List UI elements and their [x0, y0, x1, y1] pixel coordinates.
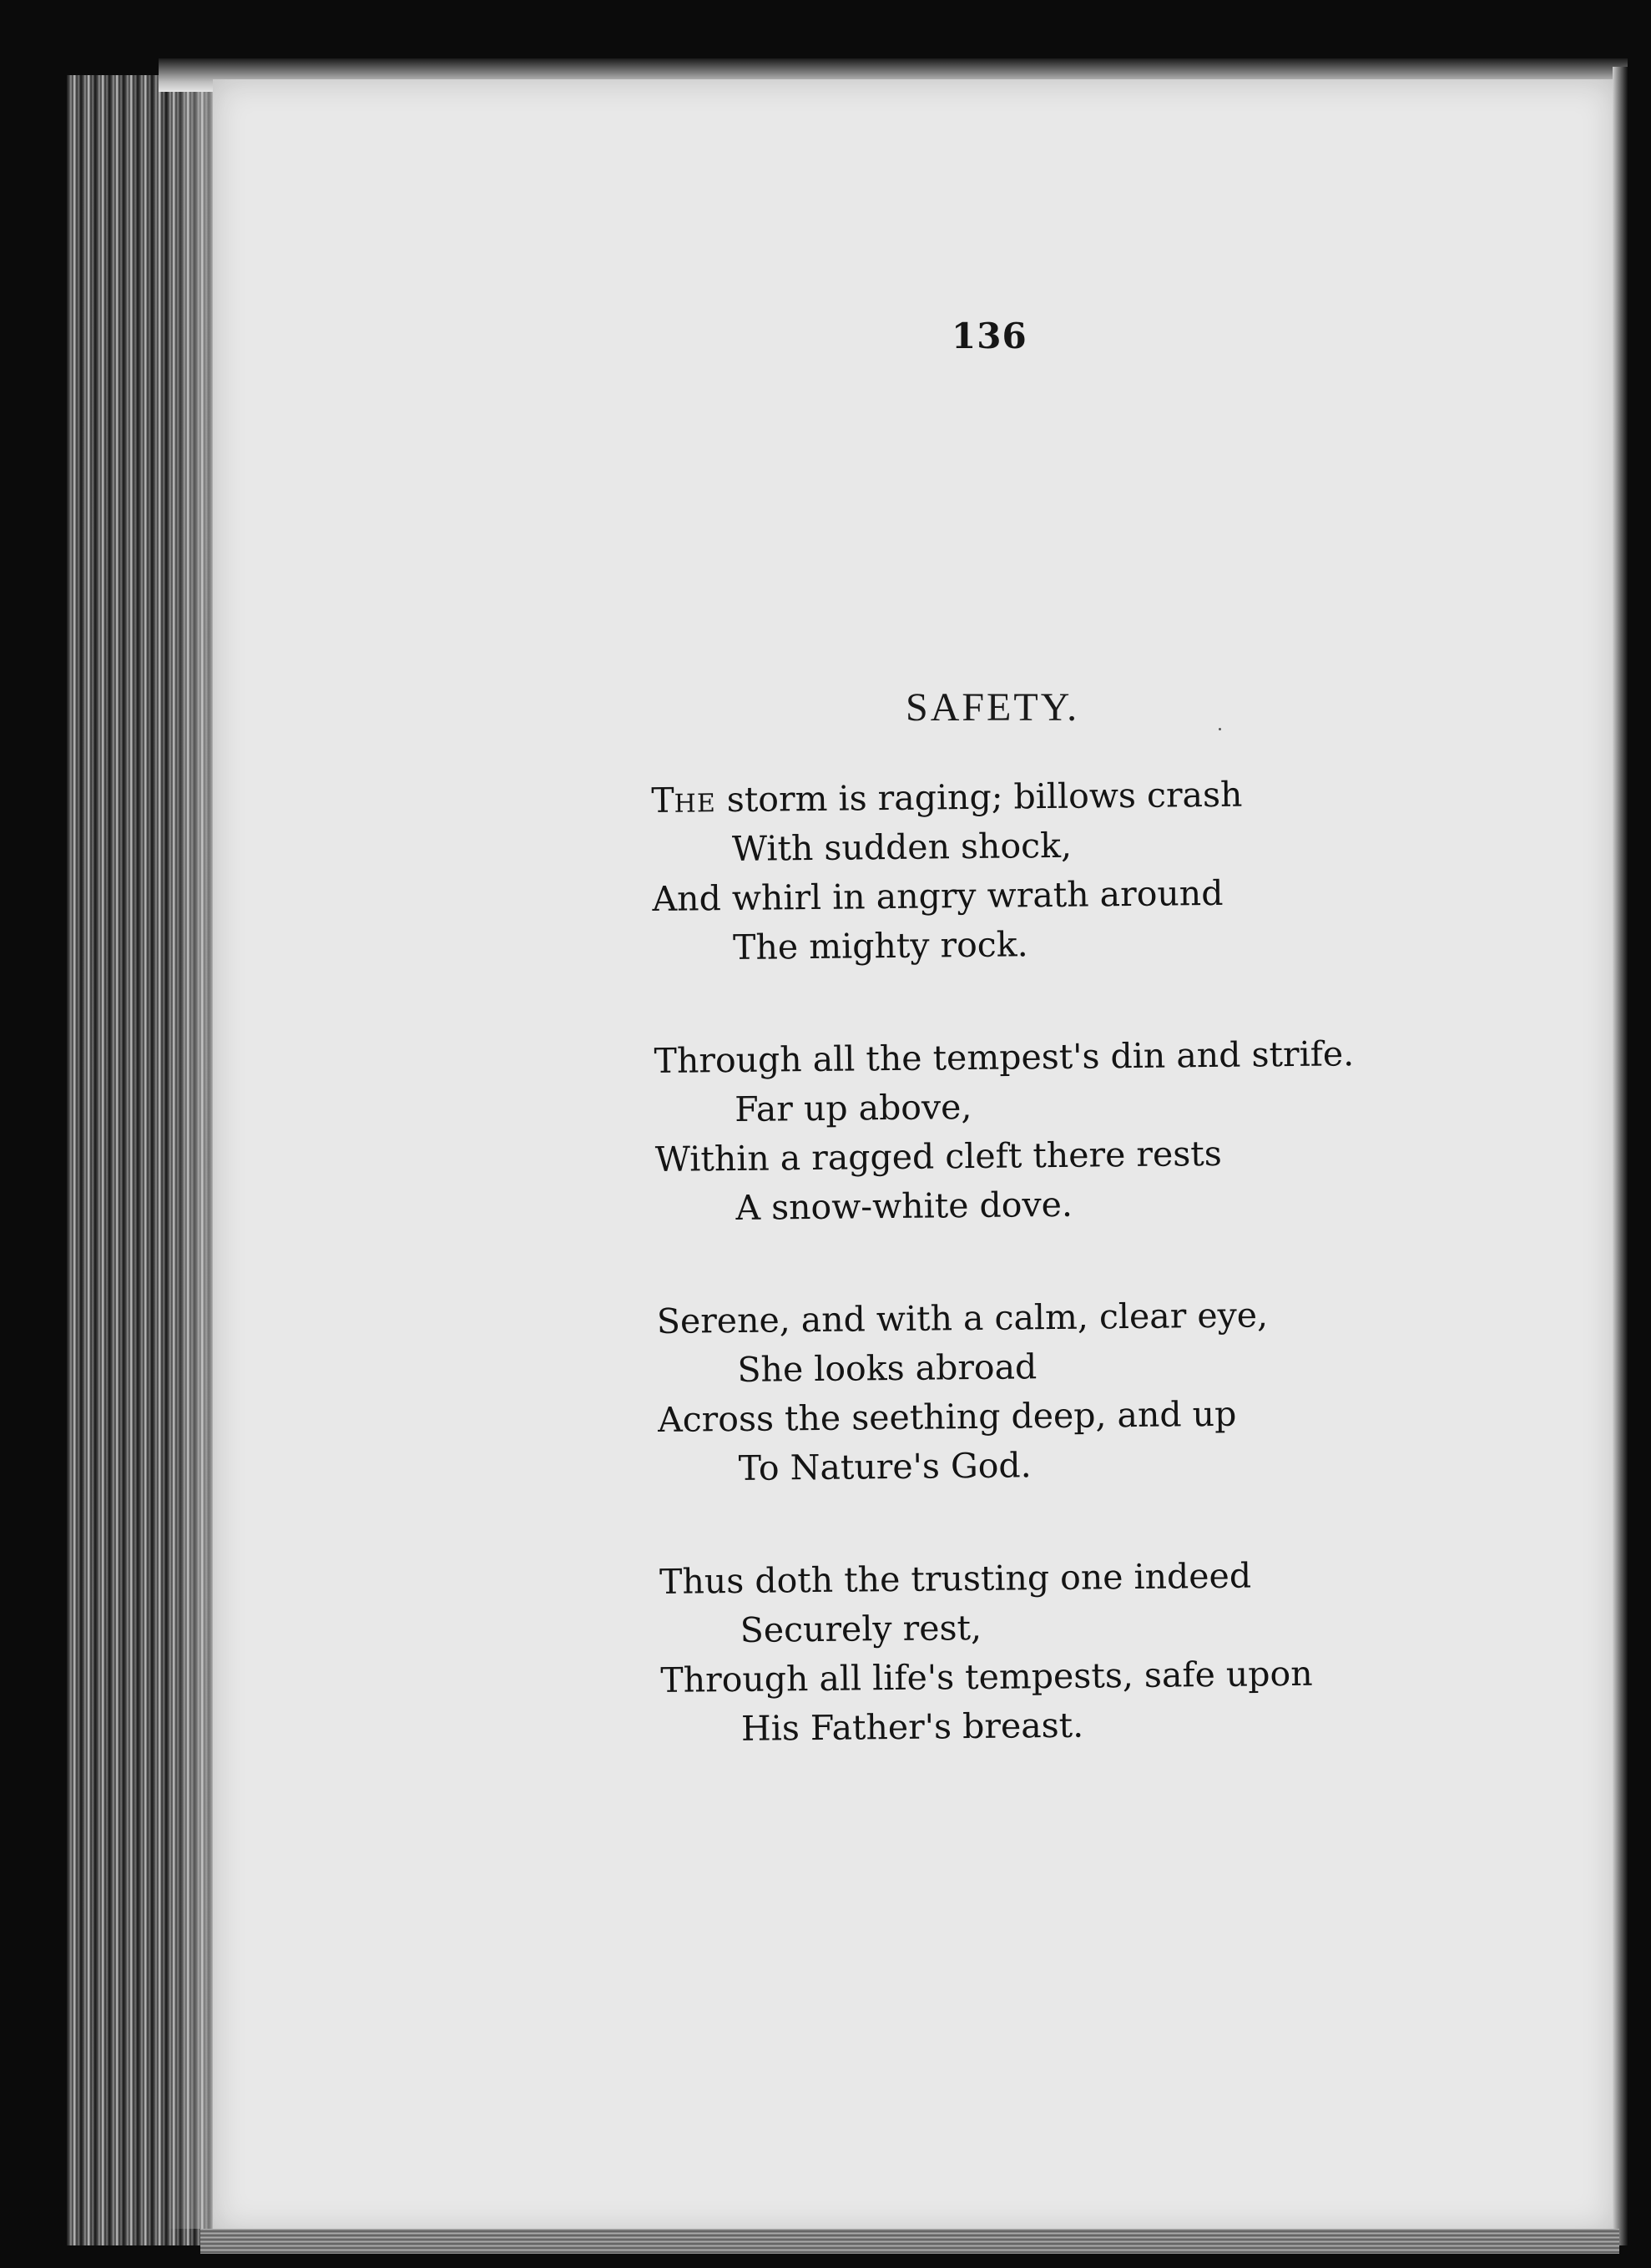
page-number: 136: [952, 316, 1027, 356]
line-text: storm is raging; billows crash: [715, 774, 1243, 821]
poem-line: Through all the tempest's din and strife.: [654, 1033, 1355, 1081]
poem-line: The mighty rock.: [732, 924, 1028, 967]
poem-line: And whirl in angry wrath around: [652, 872, 1224, 919]
stanza: [659, 1548, 1579, 1755]
page-bottom-edge: [200, 2229, 1619, 2254]
poem-line: Securely rest,: [740, 1607, 982, 1650]
poem-line: His Father's breast.: [740, 1705, 1084, 1749]
page-edges-shading: [167, 92, 217, 2229]
poem-line: Within a ragged cleft there rests: [654, 1133, 1223, 1179]
poem-line: She looks abroad: [737, 1346, 1038, 1390]
poem-line: With sudden shock,: [731, 825, 1073, 869]
poem-line: A snow-white dove.: [735, 1184, 1073, 1228]
poem-line: Serene, and with a calm, clear eye,: [656, 1295, 1269, 1341]
print-speck: [1219, 728, 1221, 730]
poem-body: [651, 766, 1580, 1817]
poem-line: Across the seething deep, and up: [657, 1393, 1237, 1440]
stanza: [651, 766, 1571, 973]
poem-line: Far up above,: [734, 1086, 972, 1129]
poem-line: To Nature's God.: [738, 1445, 1032, 1488]
poem-title: SAFETY.: [906, 685, 1080, 730]
poem-line: Thus doth the trusting one indeed: [659, 1555, 1252, 1602]
stanza: [657, 1287, 1577, 1494]
drop-initial: T: [651, 780, 674, 821]
small-caps-text: HE: [674, 789, 716, 819]
stanza: [654, 1027, 1573, 1234]
page-right-edge: [1613, 67, 1628, 2245]
poem-line: Through all life's tempests, safe upon: [660, 1653, 1313, 1700]
